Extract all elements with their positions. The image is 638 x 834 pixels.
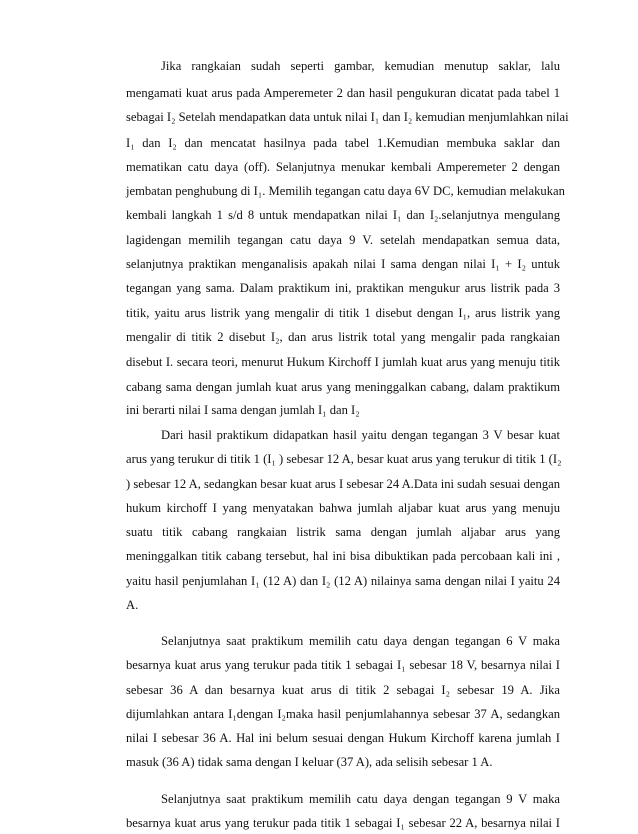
text-line: disebut I. secara teori, menurut Hukum Kirchoff I jumlah kuat arus yang menuju titik: [126, 355, 560, 369]
text-line: dijumlahkan antara I₁dengan I₂maka hasil penjumlahannya sebesar 37 A, sedangkan: [126, 707, 560, 721]
text-line: mengamati kuat arus pada Amperemeter 2 dan hasil pengukuran dicatat pada tabel 1: [126, 86, 560, 100]
text-line: arus yang terukur di titik 1 (I₁ ) sebesar 12 A, besar kuat arus yang terukur di titik 1 (I₂: [126, 452, 562, 466]
text-line: nilai I sebesar 36 A. Hal ini belum sesuai dengan Hukum Kirchoff karena jumlah I: [126, 731, 560, 745]
text-line: meninggalkan titik cabang tersebut, hal ini bisa dibuktikan pada percobaan kali ini ,: [126, 549, 560, 563]
text-line: masuk (36 A) tidak sama dengan I keluar (37 A), ada selisih sebesar 1 A.: [126, 755, 493, 769]
text-line: ) sebesar 12 A, sedangkan besar kuat arus I sebesar 24 A.Data ini sudah sesuai dengan: [126, 477, 561, 491]
text-line: yaitu hasil penjumlahan I₁ (12 A) dan I₂ (12 A) nilainya sama dengan nilai I yaitu 24: [126, 574, 560, 588]
text-line: Selanjutnya saat praktikum memilih catu daya dengan tegangan 6 V maka: [161, 634, 560, 648]
text-line: A.: [126, 598, 139, 612]
text-line: selanjutnya praktikan menganalisis apakah nilai I sama dengan nilai I₁ + I₂ untuk: [126, 257, 560, 271]
text-line: mengalir di titik 2 disebut I₂, dan arus listrik total yang mengalir pada rangkaian: [126, 330, 560, 344]
text-line: sebagai I₂ Setelah mendapatkan data untuk nilai I₁ dan I₂ kemudian menjumlahkan nilai: [126, 110, 569, 124]
text-line: lagidengan memilih tegangan catu daya 9 V. setelah mendapatkan semua data,: [126, 233, 560, 247]
text-line: Selanjutnya saat praktikum memilih catu daya dengan tegangan 9 V maka: [161, 792, 560, 806]
text-line: jembatan penghubung di I₁. Memilih tegangan catu daya 6V DC, kemudian melakukan: [126, 184, 565, 198]
text-line: cabang sama dengan jumlah kuat arus yang meninggalkan cabang, dalam praktikum: [126, 380, 560, 394]
text-line: Jika rangkaian sudah seperti gambar, kemudian menutup saklar, lalu: [161, 59, 560, 73]
text-line: hukum kirchoff I yang menyatakan bahwa jumlah aljabar kuat arus yang menuju: [126, 501, 560, 515]
text-line: Dari hasil praktikum didapatkan hasil yaitu dengan tegangan 3 V besar kuat: [161, 428, 560, 442]
text-line: mematikan catu daya (off). Selanjutnya menukar kembali Amperemeter 2 dengan: [126, 160, 560, 174]
text-line: besarnya kuat arus yang terukur pada titik 1 sebagai I₁ sebesar 22 A, besarnya nilai I: [126, 816, 560, 830]
text-line: I₁ dan I₂ dan mencatat hasilnya pada tabel 1.Kemudian membuka saklar dan: [126, 136, 560, 150]
text-line: titik, yaitu arus listrik yang mengalir di titik 1 disebut dengan I₁, arus listrik yang: [126, 306, 560, 320]
text-line: tegangan yang sama. Dalam praktikum ini, praktikan mengukur arus listrik pada 3: [126, 281, 560, 295]
text-line: sebesar 36 A dan besarnya kuat arus di titik 2 sebagai I₂ sebesar 19 A. Jika: [126, 683, 560, 697]
text-line: kembali langkah 1 s/d 8 untuk mendapatkan nilai I₁ dan I₂.selanjutnya mengulang: [126, 208, 560, 222]
text-line: ini berarti nilai I sama dengan jumlah I₁ dan I₂: [126, 403, 360, 417]
text-line: suatu titik cabang rangkaian listrik sama dengan jumlah aljabar arus yang: [126, 525, 560, 539]
text-line: besarnya kuat arus yang terukur pada titik 1 sebagai I₁ sebesar 18 V, besarnya nilai I: [126, 658, 560, 672]
